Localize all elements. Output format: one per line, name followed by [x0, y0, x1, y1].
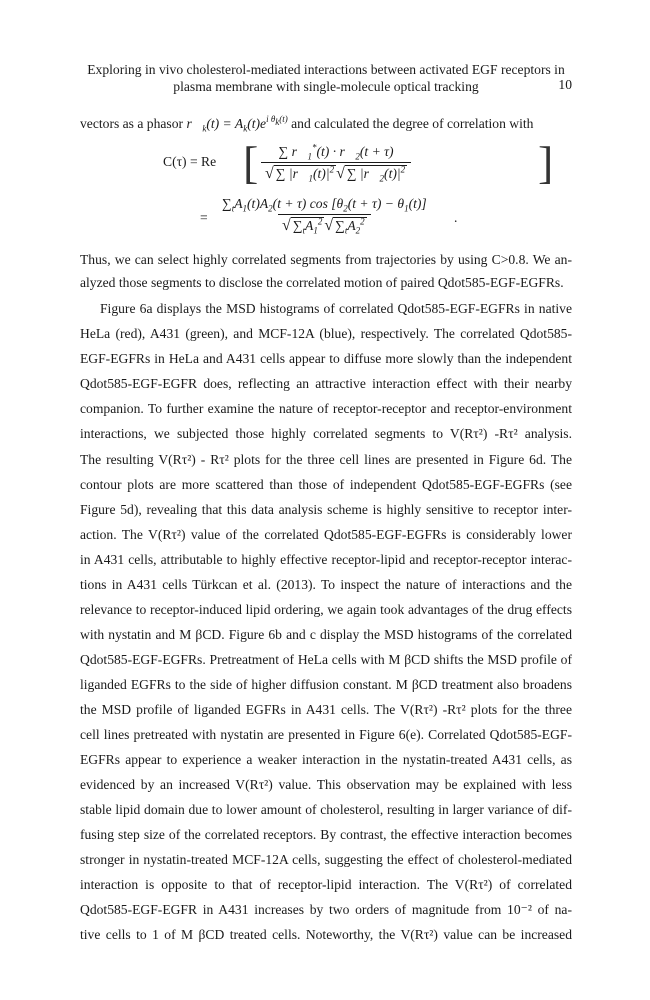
paragraph2-line: action. The V(Rτ²) value of the correlated Qdot585-EGF-EGFRs is considerably lower [80, 527, 572, 542]
paragraph2-line: in A431 cells, attributable to highly effective receptor-lipid and receptor-receptor interac- [80, 552, 572, 567]
running-header-line2: plasma membrane with single-molecule optical tracking [173, 79, 479, 94]
paragraph2-line: cell lines pretreated with nystatin are presented in Figure 6(e). Correlated Qdot585-EGF- [80, 727, 572, 742]
paragraph2-line: with nystatin and M βCD. Figure 6b and c display the MSD histograms of the correlated [80, 627, 572, 642]
paragraph2-line: EGFRs appear to experience a weaker interaction in the nystatin-treated A431 cells, as [80, 752, 572, 767]
equation-period: . [454, 210, 458, 225]
running-header-line1: Exploring in vivo cholesterol-mediated interactions between activated EGF receptors in [87, 62, 565, 77]
paragraph2-line: stronger in nystatin-treated MCF-12A cells, suggesting the effect of cholesterol-mediated [80, 852, 572, 867]
paragraph2-line: The resulting V(Rτ²) - Rτ² plots for the three cell lines are presented in Figure 6d. The [80, 452, 572, 467]
paragraph2-line: tive cells to 1 of M βCD treated cells. Noteworthy, the V(Rτ²) value can be increased [80, 927, 572, 942]
paragraph2-line: interactions, we subjected those highly correlated segments to V(Rτ²) -Rτ² analysis. [80, 426, 572, 441]
page-number: 10 [558, 77, 572, 92]
paragraph2-line: EGF-EGFRs in HeLa and A431 cells appear to diffuse more slowly than the independent [80, 351, 572, 366]
paragraph2-line: tions in A431 cells Türkcan et al. (2013). To inspect the nature of interactions and the [80, 577, 572, 592]
paragraph2-line: evidenced by an increased V(Rτ²) value. This observation may be explained with less [80, 777, 572, 792]
intro-line: vectors as a phasor $r⃗_k(t) = A_k(t)e^{i \theta_k(t)}$ and calculated the degree of correlation with [80, 114, 534, 134]
paragraph2-line: interaction is opposite to that of receptor-lipid interaction. The V(Rτ²) of correlated [80, 877, 572, 892]
paragraph2-line: Qdot585-EGF-EGFR in A431 increases by two orders of magnitude from 10⁻² of na- [80, 902, 572, 917]
paragraph2-line: relevance to receptor-induced lipid ordering, we again took advantages of the drug effects [80, 602, 572, 617]
paragraph1-line: Thus, we can select highly correlated segments from trajectories by using C>0.8. We an- [80, 252, 572, 267]
paragraph2-line: fusing step size of the correlated receptors. By contrast, the effective interaction becomes [80, 827, 572, 842]
paragraph2-line: Qdot585-EGF-EGFRs. Pretreatment of HeLa cells with M βCD shifts the MSD profile of [80, 652, 572, 667]
paragraph2-line: Figure 6a displays the MSD histograms of correlated Qdot585-EGF-EGFRs in native [100, 301, 572, 316]
paragraph2-line: contour plots are more scattered than those of independent Qdot585-EGF-EGFRs (see [80, 477, 572, 492]
paragraph2-line: stable lipid domain due to lower amount of cholesterol, resulting in larger variance of dif- [80, 802, 572, 817]
paragraph2-line: Figure 5d), revealing that this data analysis scheme is highly sensitive to receptor inter- [80, 502, 572, 517]
paragraph2-line: Qdot585-EGF-EGFR does, reflecting an attractive interaction effect with their nearby [80, 376, 572, 391]
paragraph2-line: HeLa (red), A431 (green), and MCF-12A (blue), respectively. The correlated Qdot585- [80, 326, 572, 341]
paragraph1-line: alyzed those segments to disclose the correlated motion of paired Qdot585-EGF-EGFRs. [80, 275, 564, 290]
paragraph2-line: the MSD profile of liganded EGFRs in A431 cells. The V(Rτ²) -Rτ² plots for the three [80, 702, 572, 717]
paragraph2-line: companion. To further examine the nature of receptor-receptor and receptor-environment [80, 401, 572, 416]
equation-lhs: C(τ) = Re [163, 154, 217, 169]
equation-equals: = [200, 210, 208, 225]
paragraph2-line: liganded EGFRs to the side of higher diffusion constant. M βCD treatment also broadens [80, 677, 572, 692]
